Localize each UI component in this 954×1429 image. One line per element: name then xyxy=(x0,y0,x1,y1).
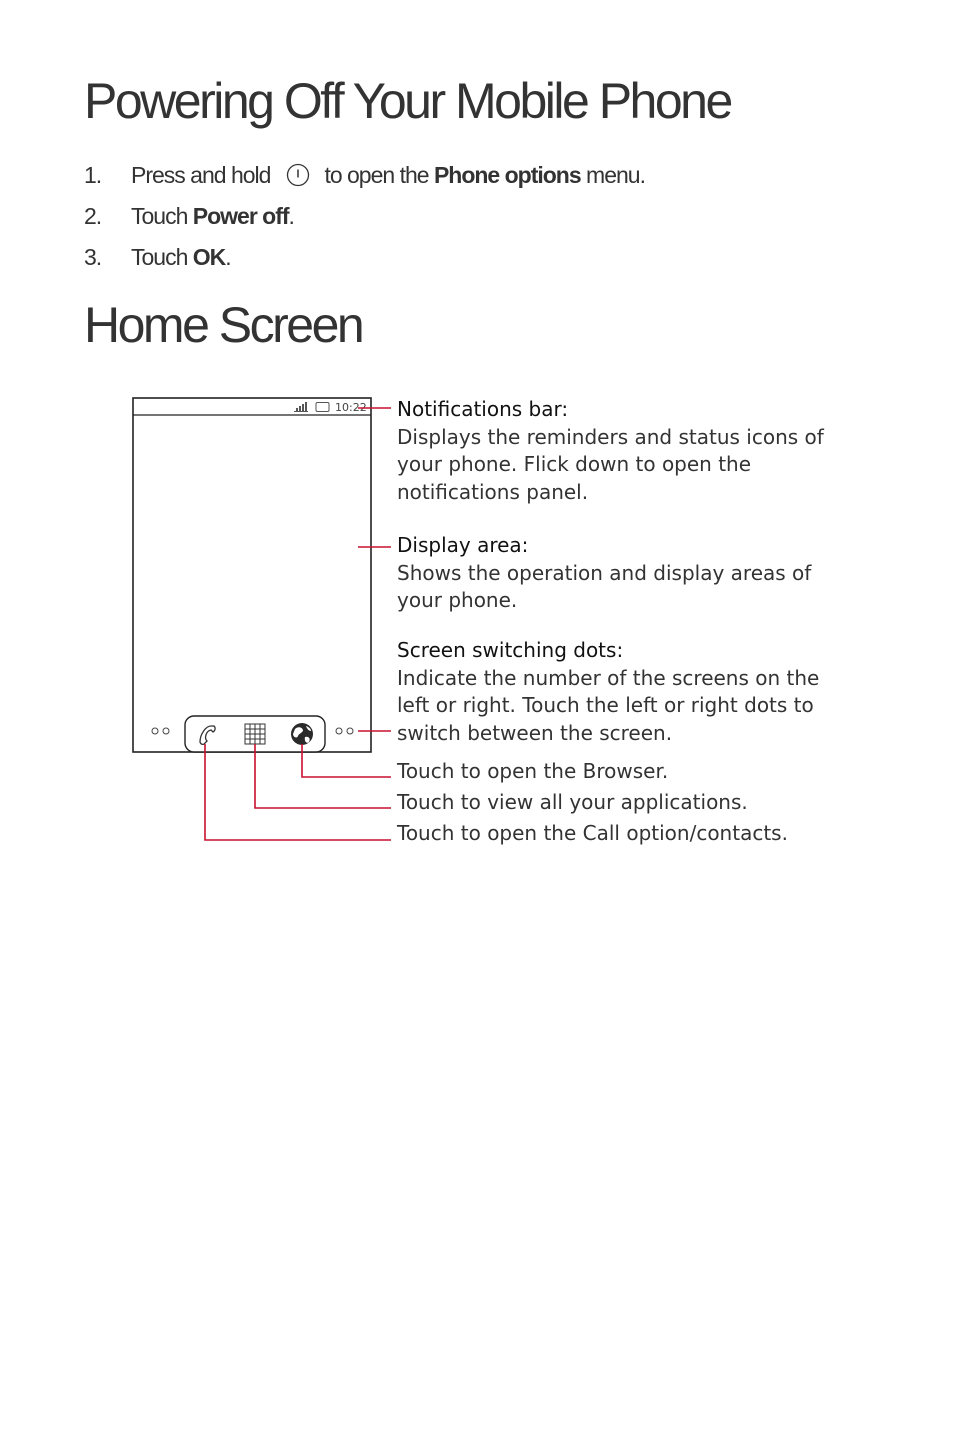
callout-browser: Touch to open the Browser. xyxy=(397,759,669,783)
leader-call xyxy=(205,744,391,840)
phone-screen xyxy=(133,398,371,752)
leader-apps xyxy=(255,744,391,808)
callout-line: switch between the screen. xyxy=(397,720,673,745)
clock-text: 10:22 xyxy=(335,401,367,414)
step-text: Touch xyxy=(131,203,188,229)
step-number: 2. xyxy=(84,203,102,229)
page-title: Powering Off Your Mobile Phone xyxy=(84,73,731,129)
step-text: to open the xyxy=(324,162,429,188)
section-title: Home Screen xyxy=(84,297,363,353)
phone-options-label: Phone options xyxy=(433,162,581,188)
step-text: . xyxy=(288,203,294,229)
step-text: Press and hold xyxy=(131,162,271,188)
callout-heading: Screen switching dots: xyxy=(397,638,624,662)
step-text: menu. xyxy=(586,162,645,188)
step-text: . xyxy=(225,244,231,270)
callout-line: left or right. Touch the left or right dots to xyxy=(397,693,814,717)
callout-call: Touch to open the Call option/contacts. xyxy=(397,821,788,845)
callout-line: Indicate the number of the screens on the xyxy=(397,665,820,690)
callout-heading: Display area: xyxy=(397,533,529,557)
callout-line: notifications panel. xyxy=(397,479,589,504)
step-text: Touch xyxy=(131,244,188,270)
callout-line: Shows the operation and display areas of xyxy=(397,560,812,585)
callout-line: your phone. xyxy=(397,588,518,612)
step-number: 3. xyxy=(84,244,102,270)
callout-line: Displays the reminders and status icons of xyxy=(397,424,824,449)
power-off-label: Power off xyxy=(192,203,289,229)
callout-apps: Touch to view all your applications. xyxy=(397,790,748,814)
browser-globe-icon xyxy=(291,723,313,745)
callout-dots xyxy=(397,637,819,747)
ok-label: OK xyxy=(192,244,226,270)
callout-heading: Notifications bar: xyxy=(397,397,569,421)
callout-notifications xyxy=(397,396,824,506)
step-number: 1. xyxy=(84,162,102,188)
callout-line: your phone. Flick down to open the xyxy=(397,452,752,476)
callout-display xyxy=(397,532,811,615)
